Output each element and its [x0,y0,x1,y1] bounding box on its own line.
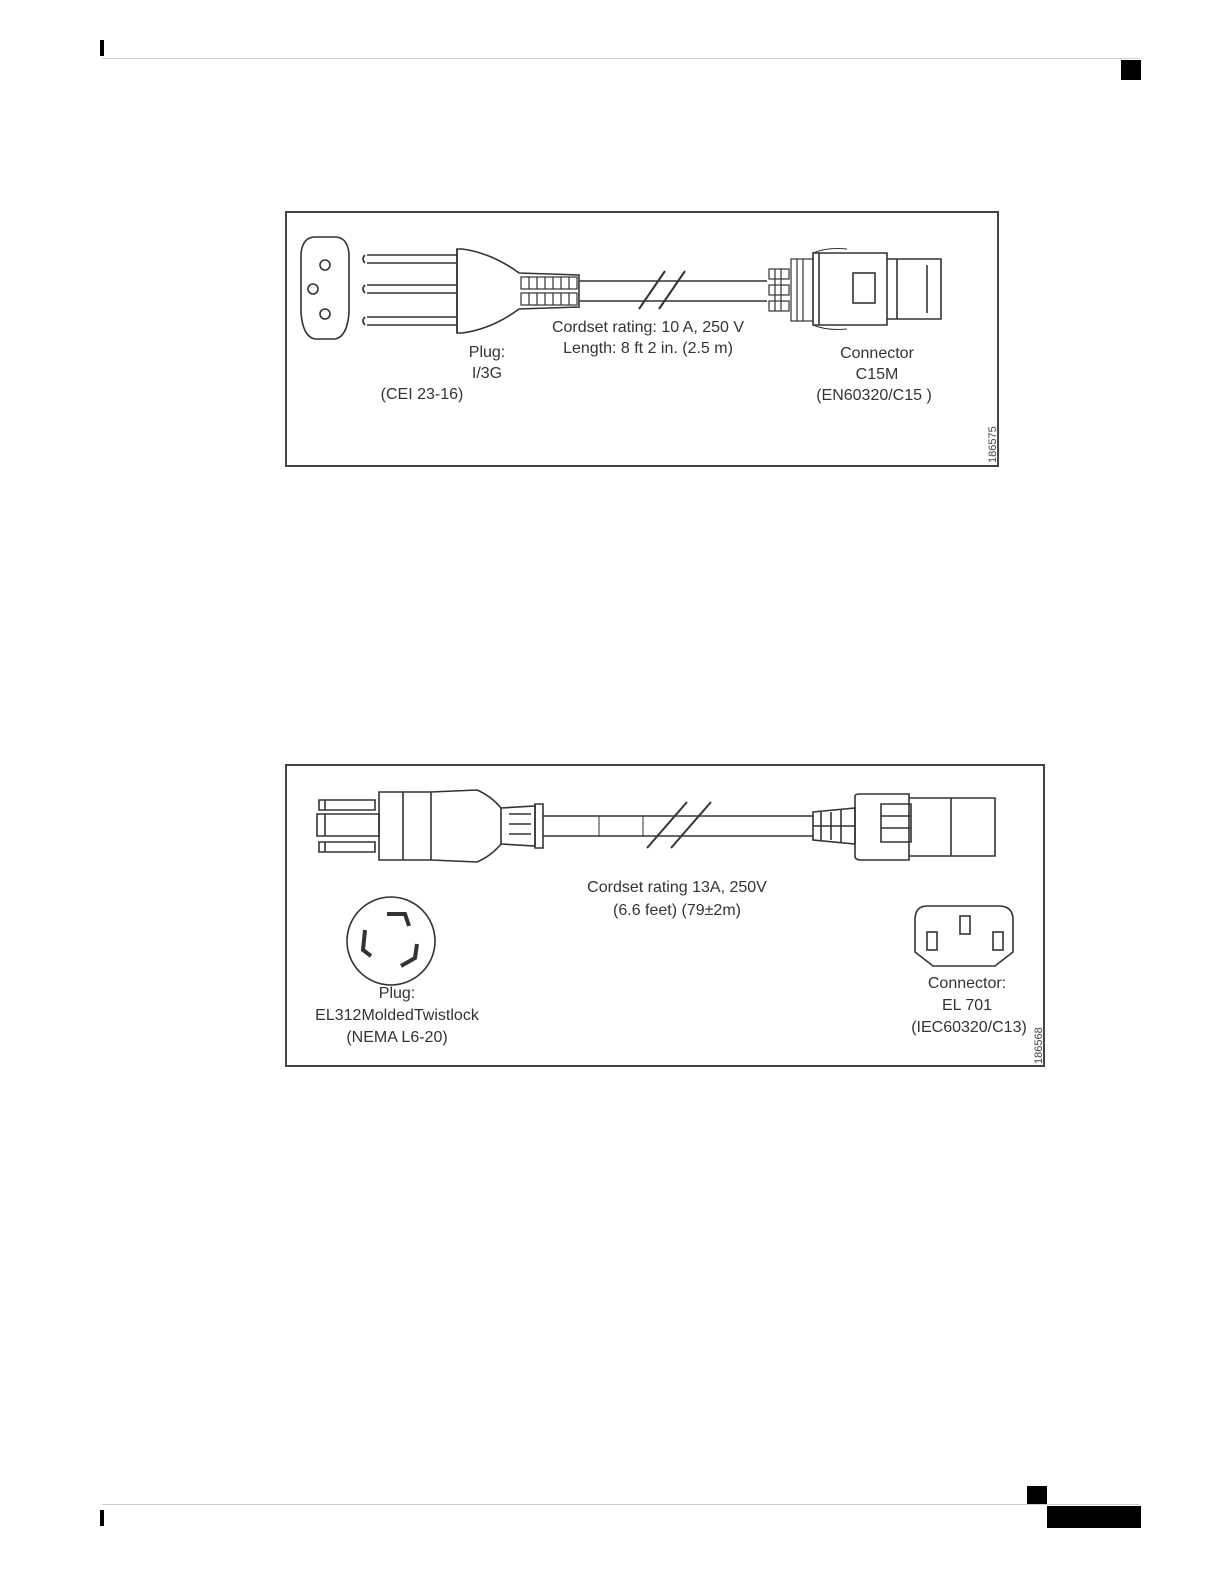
cordset-length-1: Length: 8 ft 2 in. (2.5 m) [563,340,733,357]
power-cord-figure-nema [285,764,1045,1067]
plug-label-2: Plug: [378,985,416,1002]
footer-rule [102,1504,1140,1505]
header-square [1121,60,1141,80]
plug-type-2: EL312MoldedTwistlock [315,1007,479,1024]
connector-type-1: C15M [855,366,899,383]
plug-label-1: Plug: [468,344,506,361]
plug-type-1: I/3G [471,365,503,382]
footer-page-tab [1047,1506,1141,1528]
cordset-rating-2: Cordset rating 13A, 250V [587,879,767,896]
header-marker [100,40,104,56]
cordset-length-2: (6.6 feet) (79±2m) [613,902,741,919]
plug-standard-1: (CEI 23-16) [380,386,464,403]
connector-standard-2: (IEC60320/C13) [911,1019,1027,1036]
header-rule [102,58,1140,59]
figure-id-2: 186568 [1033,1027,1045,1064]
figure-id-1: 186575 [987,426,999,463]
plug-standard-2: (NEMA L6-20) [346,1029,448,1046]
connector-label-2: Connector: [927,975,1007,992]
cordset-rating-1: Cordset rating: 10 A, 250 V [551,319,745,336]
connector-type-2: EL 701 [941,997,993,1014]
footer-square [1027,1486,1047,1504]
connector-label-1: Connector [840,345,914,362]
power-cord-figure-italy [285,211,999,467]
footer-marker [100,1510,104,1526]
connector-standard-1: (EN60320/C15 ) [816,387,932,404]
